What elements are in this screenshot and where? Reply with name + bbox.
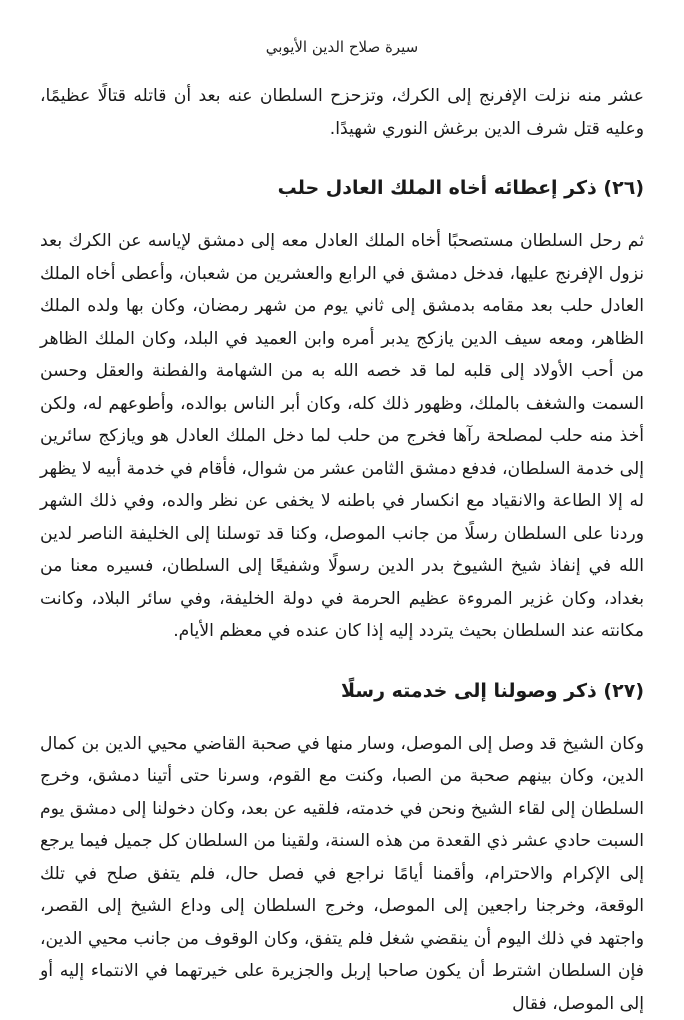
section-27-heading: (٢٧) ذكر وصولنا إلى خدمته رسلًا <box>40 676 644 706</box>
section-27-body: وكان الشيخ قد وصل إلى الموصل، وسار منها في صحبة القاضي محيي الدين بن كمال الدين، وكان بينهم صحبة من الصبا، وكنت مع القوم، وسرنا حتى أتينا دمشق، وخرج السلطان إلى لقاء الشيخ ونحن في خدمته، فلقيه عن بعد، وكان دخولنا إلى دمشق يوم السبت حادي عشر ذي القعدة من هذه السنة، ولقينا من السلطان كل جميل فيما يرجع إلى الإكرام والاحترام، وأقمنا أيامًا نراجع في فصل حال، فلم يتفق صلح في تلك الوقعة، وخرجنا راجعين إلى الموصل، وخرج السلطان إلى وداع الشيخ إلى القصر، واجتهد في ذلك اليوم أن ينقضي شغل فلم يتفق، وكان الوقوف من جانب محيي الدين، فإن السلطان اشترط أن يكون صاحبا إربل والجزيرة على خيرتهما في الانتماء إليه أو إلى الموصل، فقال <box>40 728 644 1020</box>
paragraph-continuation: عشر منه نزلت الإفرنج إلى الكرك، وتزحزح السلطان عنه بعد أن قاتله قتالًا عظيمًا، وعليه قتل شرف الدين برغش النوري شهيدًا. <box>40 80 644 145</box>
running-header: سيرة صلاح الدين الأيوبي <box>40 0 644 68</box>
section-26-heading: (٢٦) ذكر إعطائه أخاه الملك العادل حلب <box>40 173 644 203</box>
section-26-body: ثم رحل السلطان مستصحبًا أخاه الملك العادل معه إلى دمشق لإياسه عن الكرك بعد نزول الإفرنج عليها، فدخل دمشق في الرابع والعشرين من شعبان، وأعطى أخاه الملك العادل حلب بعد مقامه بدمشق إلى ثاني يوم من شهر رمضان، وكان بها ولده الملك الظاهر، ومعه سيف الدين يازكج يدبر أمره وابن العميد في البلد، وكان الملك الظاهر من أحب الأولاد إلى قلبه لما قد خصه الله به من الشهامة والفطنة والعقل وحسن السمت والشغف بالملك، وظهور ذلك كله، وكان أبر الناس بوالده، وأطوعهم له، ولكن أخذ منه حلب لمصلحة رآها فخرج من حلب لما دخل الملك العادل هو ويازكج سائرين إلى خدمة السلطان، فدفع دمشق الثامن عشر من شوال، فأقام في خدمة أبيه لا يظهر له إلا الطاعة والانقياد مع انكسار في باطنه لا يخفى عن نظر والده، وفي ذلك الشهر وردنا على السلطان رسلًا من جانب الموصل، وكنا قد توسلنا إلى الخليفة الناصر لدين الله في إنفاذ شيخ الشيوخ بدر الدين رسولًا وشفيعًا إلى السلطان، فسيره معنا من بغداد، وكان غزير المروءة عظيم الحرمة في دولة الخليفة، وفي سائر البلاد، وكانت مكانته عند السلطان بحيث يتردد إليه إذا كان عنده في معظم الأيام. <box>40 225 644 648</box>
